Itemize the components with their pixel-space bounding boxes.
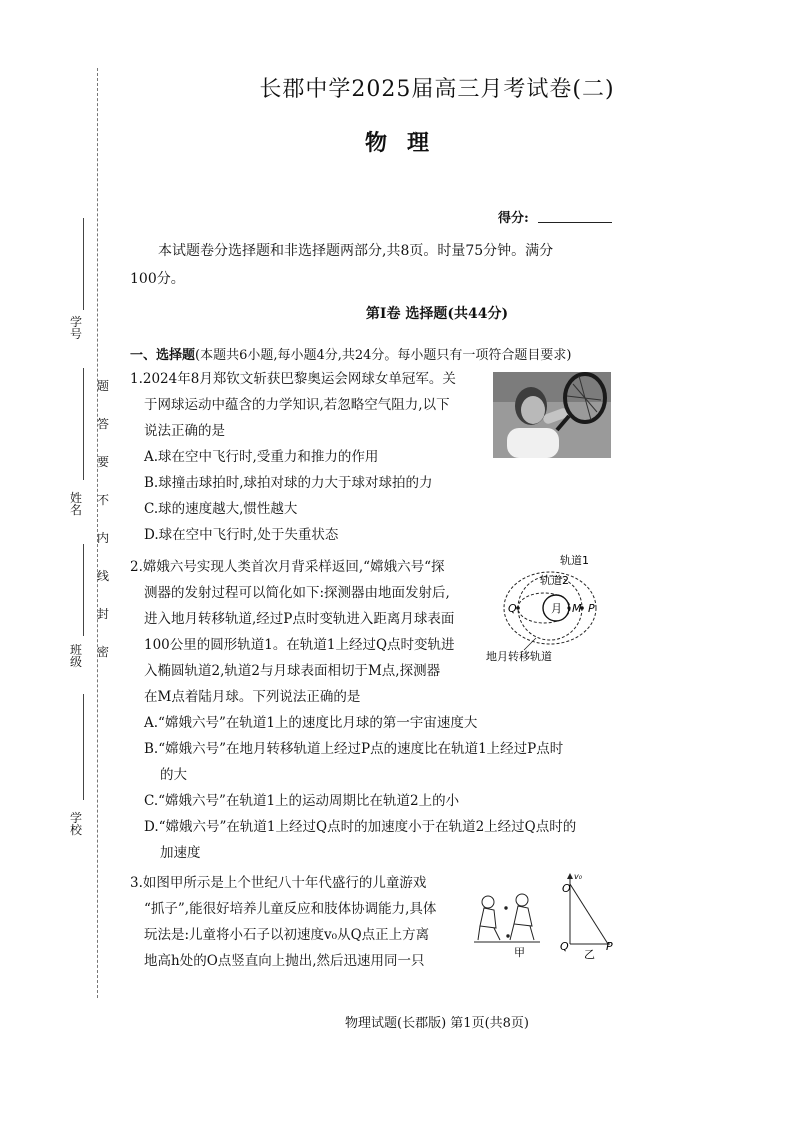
- label-p: P: [606, 940, 613, 953]
- score-label: 得分:: [498, 211, 529, 226]
- margin-field-line: [83, 368, 84, 480]
- seal-word: 答: [96, 417, 109, 431]
- intro-line: 本试题卷分选择题和非选择题两部分,共8页。时量75分钟。满分: [158, 243, 554, 259]
- question-line: 玩法是:儿童将小石子以初速度v₀从Q点正上方离: [144, 927, 430, 943]
- seal-word: 不: [96, 493, 109, 507]
- question-line: 100公里的圆形轨道1。在轨道1上经过Q点时变轨进: [144, 637, 455, 653]
- section-title: 第Ⅰ卷 选择题(共44分): [365, 306, 509, 322]
- option-b: B.“嫦娥六号”在地月转移轨道上经过P点的速度比在轨道1上经过P点时: [144, 741, 564, 757]
- question-line: 3.如图甲所示是上个世纪八十年代盛行的儿童游戏: [130, 875, 427, 891]
- margin-field-label: 班级: [69, 643, 82, 669]
- question-line: 2.嫦娥六号实现人类首次月背采样返回,“嫦娥六号“探: [130, 559, 445, 575]
- section-note-text: (本题共6小题,每小题4分,共24分。每小题只有一项符合题目要求): [195, 348, 572, 363]
- margin-field-line: [83, 544, 84, 636]
- label-v0: v₀: [574, 872, 582, 881]
- option-c: C.球的速度越大,惯性越大: [144, 501, 298, 517]
- exam-title: 长郡中学2025届高三月考试卷(二): [259, 77, 615, 102]
- margin-field-line: [83, 694, 84, 800]
- question-3: [130, 870, 470, 974]
- tennis-photo: [493, 372, 611, 458]
- subject-title: 物理: [364, 130, 449, 156]
- score-input-line[interactable]: [538, 222, 612, 223]
- game-diagram: [474, 870, 614, 962]
- option-d: D.球在空中飞行时,处于失重状态: [144, 527, 339, 543]
- seal-word: 题: [96, 379, 109, 393]
- margin-field-line: [83, 218, 84, 310]
- question-line: 1.2024年8月郑钦文斩获巴黎奥运会网球女单冠军。关: [130, 371, 456, 387]
- section-note: [130, 344, 572, 363]
- margin-field-label: 学号: [69, 315, 82, 341]
- section-note-heading: 一、选择题: [130, 348, 196, 363]
- option-a: A.“嫦娥六号”在轨道1上的速度比月球的第一宇宙速度大: [144, 715, 478, 731]
- label-p: P: [588, 602, 595, 615]
- intro-text: [130, 237, 614, 293]
- label-jia: 甲: [514, 946, 525, 959]
- label-o: O: [562, 882, 571, 895]
- label-q: Q: [560, 940, 569, 953]
- option-b-cont: 的大: [160, 767, 187, 783]
- margin-field-label: 姓名: [69, 491, 82, 517]
- question-1: [130, 366, 480, 548]
- label-orbit-2: 轨道2: [540, 574, 569, 587]
- orbit-figure: [484, 552, 614, 664]
- game-figure: [474, 870, 614, 962]
- option-b: B.球撞击球拍时,球拍对球的力大于球对球拍的力: [144, 475, 433, 491]
- seal-word: 要: [96, 455, 109, 469]
- tennis-player-image: [493, 372, 611, 458]
- diagonal-line-op: [570, 884, 608, 944]
- option-c: C.“嫦娥六号”在轨道1上的运动周期比在轨道2上的小: [144, 793, 460, 809]
- children-sketch: [474, 894, 540, 942]
- question-line: 在M点着陆月球。下列说法正确的是: [144, 689, 361, 705]
- seal-word: 内: [96, 531, 109, 545]
- intro-line: 100分。: [130, 271, 185, 287]
- seal-word: 密: [96, 645, 109, 659]
- v0-arrowhead: [567, 873, 573, 879]
- seal-word: 线: [96, 569, 109, 583]
- transfer-label-pointer: [524, 638, 536, 650]
- label-orbit-1: 轨道1: [560, 554, 589, 567]
- question-line: “抓子”,能很好培养儿童反应和肢体协调能力,具体: [144, 901, 437, 917]
- page-footer: 物理试题(长郡版) 第1页(共8页): [345, 1016, 529, 1031]
- margin-field-label: 学校: [69, 811, 82, 837]
- question-line: 入椭圆轨道2,轨道2与月球表面相切于M点,探测器: [144, 663, 441, 679]
- label-q: Q: [508, 602, 517, 615]
- orbit-diagram: [484, 552, 614, 664]
- question-line: 说法正确的是: [144, 423, 225, 439]
- seal-word: 封: [96, 607, 109, 621]
- label-transfer-orbit: 地月转移轨道: [486, 650, 552, 663]
- question-line: 测器的发射过程可以简化如下:探测器由地面发射后,: [144, 585, 450, 601]
- question-line: 进入地月转移轨道,经过P点时变轨进入距离月球表面: [144, 611, 455, 627]
- question-line: 地高h处的O点竖直向上抛出,然后迅速用同一只: [144, 953, 425, 969]
- option-d: D.“嫦娥六号”在轨道1上经过Q点时的加速度小于在轨道2上经过Q点时的: [144, 819, 577, 835]
- label-m: M: [572, 602, 582, 615]
- label-yi: 乙: [584, 948, 595, 961]
- question-line: 于网球运动中蕴含的力学知识,若忽略空气阻力,以下: [144, 397, 450, 413]
- option-a: A.球在空中飞行时,受重力和推力的作用: [144, 449, 379, 465]
- option-d-cont: 加速度: [160, 845, 201, 861]
- label-moon: 月: [551, 602, 562, 615]
